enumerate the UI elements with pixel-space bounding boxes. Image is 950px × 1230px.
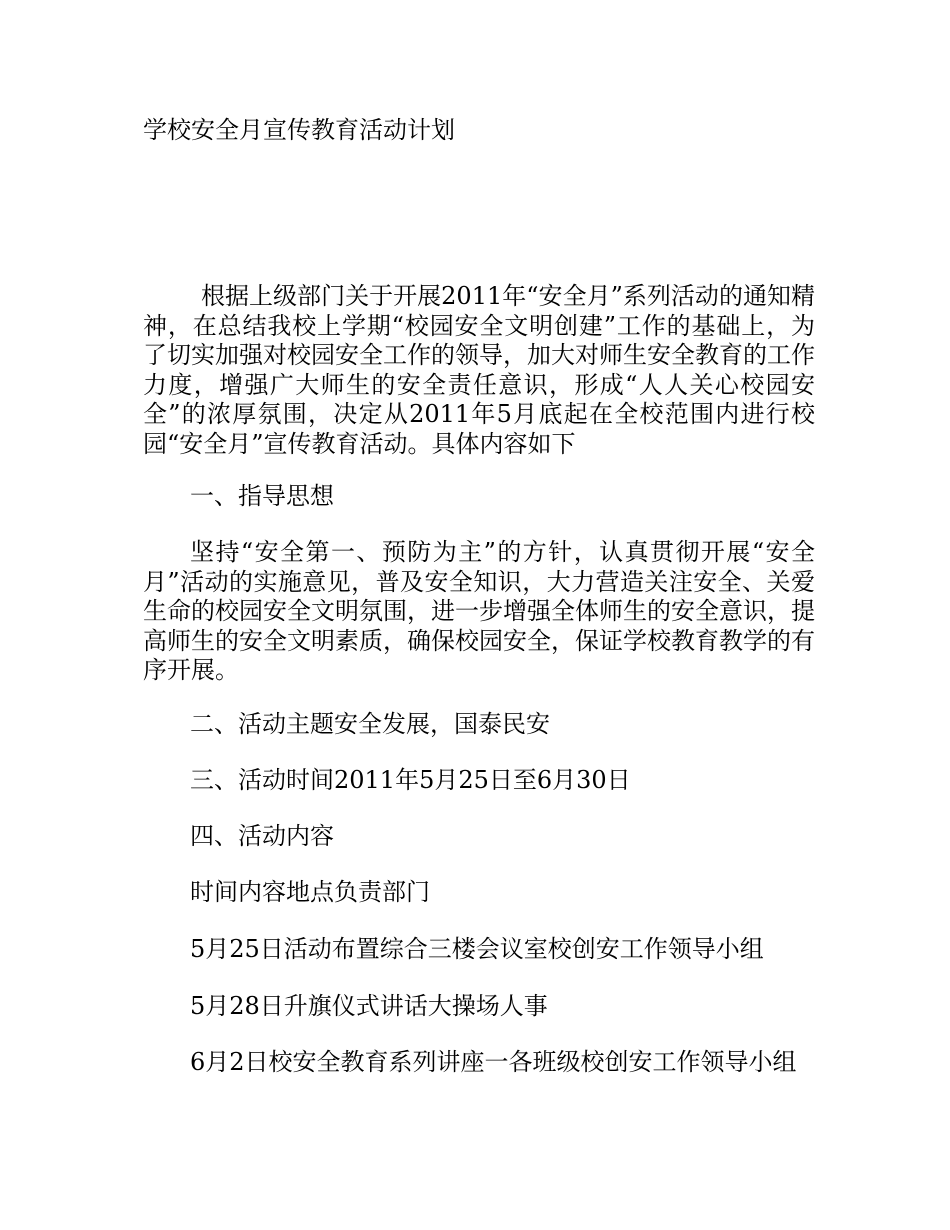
intro-paragraph: 根据上级部门关于开展2011年“安全月”系列活动的通知精神，在总结我校上学期“校园安全文明创建”工作的基础上，为了切实加强对校园安全工作的领导，加大对师生安全教育的工作力度，增强广大师生的安全责任意识，形成“人人关心校园安全”的浓厚氛围，决定从2011年5月底起在全校范围内进行校园“安全月”宣传教育活动。具体内容如下	[143, 282, 815, 458]
document-title: 学校安全月宣传教育活动计划	[143, 116, 455, 144]
schedule-row: 5月25日活动布置综合三楼会议室校创安工作领导小组	[190, 935, 764, 963]
section-heading-theme: 二、活动主题安全发展，国泰民安	[190, 710, 550, 738]
schedule-row: 6月2日校安全教育系列讲座一各班级校创安工作领导小组	[190, 1048, 797, 1076]
section-heading-time: 三、活动时间2011年5月25日至6月30日	[190, 766, 631, 794]
section-heading-guiding-ideology: 一、指导思想	[190, 482, 334, 510]
guiding-ideology-paragraph: 坚持“安全第一、预防为主”的方针，认真贯彻开展“安全月”活动的实施意见，普及安全知识，大力营造关注安全、关爱生命的校园安全文明氛围，进一步增强全体师生的安全意识，提高师生的安全文明素质，确保校园安全，保证学校教育教学的有序开展。	[143, 538, 815, 684]
schedule-row: 5月28日升旗仪式讲话大操场人事	[190, 992, 548, 1020]
schedule-header-row: 时间内容地点负责部门	[190, 878, 430, 906]
section-heading-content: 四、活动内容	[190, 822, 334, 850]
